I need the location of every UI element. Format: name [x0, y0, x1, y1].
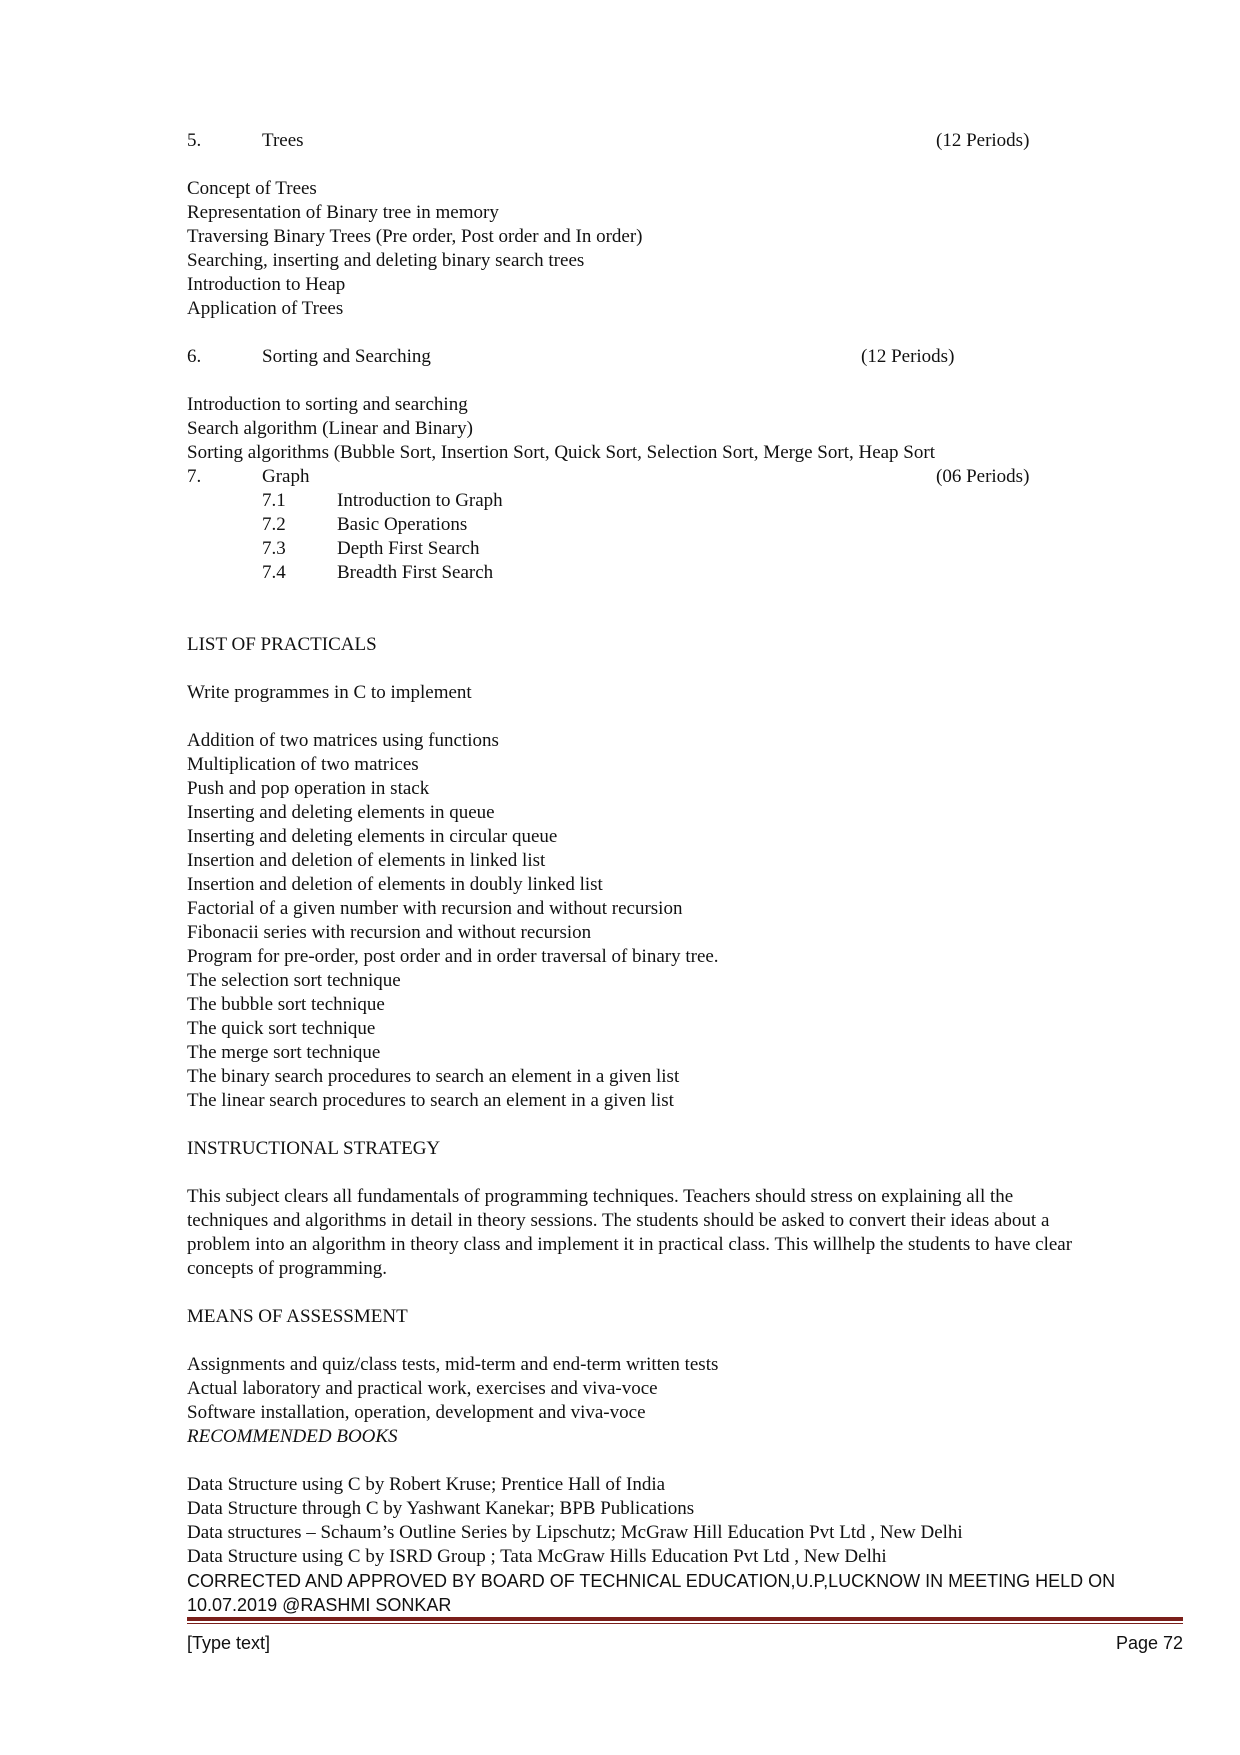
book-item: Data Structure using C by Robert Kruse; Prentice Hall of India — [187, 1474, 666, 1495]
section-7-title: Graph — [262, 466, 310, 487]
assessment-item: Actual laboratory and practical work, exercises and viva-voce — [187, 1378, 658, 1399]
subtopic-text: Depth First Search — [337, 538, 480, 559]
topic-item: Introduction to Heap — [187, 274, 346, 295]
assessment-item: Software installation, operation, development and viva-voce — [187, 1402, 646, 1423]
topic-item: Representation of Binary tree in memory — [187, 202, 499, 223]
practical-item: Addition of two matrices using functions — [187, 730, 499, 751]
subtopic-text: Basic Operations — [337, 514, 468, 535]
book-item: Data Structure using C by ISRD Group ; Tata McGraw Hills Education Pvt Ltd , New Delhi — [187, 1546, 887, 1567]
section-5-number: 5. — [187, 130, 202, 151]
practicals-heading: LIST OF PRACTICALS — [187, 634, 377, 655]
practicals-intro: Write programmes in C to implement — [187, 682, 472, 703]
practical-item: The merge sort technique — [187, 1042, 381, 1063]
page-number: Page 72 — [1115, 1633, 1183, 1653]
practical-item: Factorial of a given number with recursion and without recursion — [187, 898, 683, 919]
strategy-line: problem into an algorithm in theory class and implement it in practical class. This willhelp the students to have clear — [187, 1234, 1073, 1255]
practical-item: The bubble sort technique — [187, 994, 385, 1015]
assessment-item: Assignments and quiz/class tests, mid-term and end-term written tests — [187, 1354, 719, 1375]
practical-item: The selection sort technique — [187, 970, 401, 991]
footer-rule-thick — [187, 1617, 1183, 1621]
section-6-number: 6. — [187, 346, 202, 367]
footer-rule-thin — [187, 1623, 1183, 1624]
subtopic-number: 7.3 — [262, 538, 286, 559]
practical-item: Push and pop operation in stack — [187, 778, 430, 799]
strategy-heading: INSTRUCTIONAL STRATEGY — [187, 1138, 441, 1159]
topic-item: Searching, inserting and deleting binary search trees — [187, 250, 585, 271]
book-item: Data Structure through C by Yashwant Kanekar; BPB Publications — [187, 1498, 695, 1519]
practical-item: Inserting and deleting elements in queue — [187, 802, 495, 823]
practical-item: Fibonacii series with recursion and without recursion — [187, 922, 592, 943]
section-5-periods: (12 Periods) — [936, 130, 1030, 151]
section-5-title: Trees — [262, 130, 304, 151]
book-item: Data structures – Schaum’s Outline Series by Lipschutz; McGraw Hill Education Pvt Ltd , New Delhi — [187, 1522, 963, 1543]
practical-item: Inserting and deleting elements in circular queue — [187, 826, 558, 847]
strategy-line: concepts of programming. — [187, 1258, 387, 1279]
practical-item: The binary search procedures to search an element in a given list — [187, 1066, 680, 1087]
subtopic-number: 7.1 — [262, 490, 286, 511]
topic-item: Sorting algorithms (Bubble Sort, Insertion Sort, Quick Sort, Selection Sort, Merge Sort, Heap Sort — [187, 442, 935, 463]
approval-line: CORRECTED AND APPROVED BY BOARD OF TECHNICAL EDUCATION,U.P,LUCKNOW IN MEETING HELD ON — [187, 1571, 1116, 1591]
subtopic-text: Introduction to Graph — [337, 490, 503, 511]
topic-item: Application of Trees — [187, 298, 344, 319]
strategy-line: This subject clears all fundamentals of programming techniques. Teachers should stress on explaining all the — [187, 1186, 1014, 1207]
strategy-line: techniques and algorithms in detail in theory sessions. The students should be asked to convert their ideas about a — [187, 1210, 1050, 1231]
section-7-periods: (06 Periods) — [936, 466, 1030, 487]
footer-left-text: [Type text] — [187, 1633, 271, 1653]
practical-item: Multiplication of two matrices — [187, 754, 419, 775]
practical-item: The linear search procedures to search an element in a given list — [187, 1090, 674, 1111]
practical-item: The quick sort technique — [187, 1018, 376, 1039]
approval-line: 10.07.2019 @RASHMI SONKAR — [187, 1595, 452, 1615]
practical-item: Insertion and deletion of elements in doubly linked list — [187, 874, 603, 895]
practical-item: Insertion and deletion of elements in linked list — [187, 850, 546, 871]
topic-item: Introduction to sorting and searching — [187, 394, 468, 415]
subtopic-text: Breadth First Search — [337, 562, 494, 583]
section-6-periods: (12 Periods) — [861, 346, 955, 367]
section-6-title: Sorting and Searching — [262, 346, 431, 367]
topic-item: Traversing Binary Trees (Pre order, Post order and In order) — [187, 226, 643, 247]
practical-item: Program for pre-order, post order and in order traversal of binary tree. — [187, 946, 719, 967]
assessment-heading: MEANS OF ASSESSMENT — [187, 1306, 408, 1327]
topic-item: Search algorithm (Linear and Binary) — [187, 418, 473, 439]
subtopic-number: 7.4 — [262, 562, 286, 583]
topic-item: Concept of Trees — [187, 178, 317, 199]
books-heading: RECOMMENDED BOOKS — [187, 1426, 398, 1447]
subtopic-number: 7.2 — [262, 514, 286, 535]
section-7-number: 7. — [187, 466, 202, 487]
